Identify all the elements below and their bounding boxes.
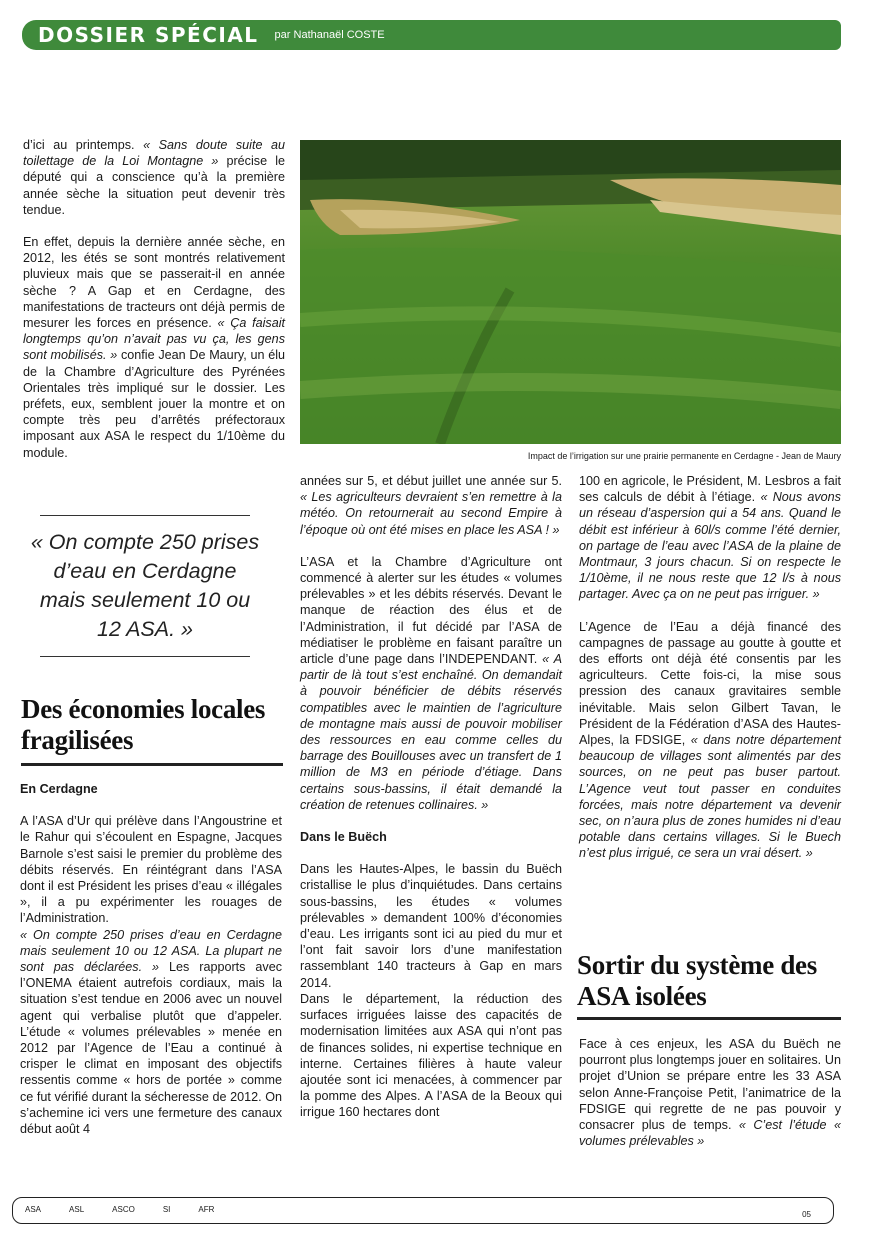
column-3 bbox=[579, 473, 841, 878]
footer-tags bbox=[25, 1205, 214, 1214]
meadow-photo bbox=[300, 140, 841, 444]
paragraph: années sur 5, et début juillet une année sur 5. « Les agriculteurs devraient s’en remettre à la météo. On retournerait au second Empire à l’époque où ont été mises en place les ASA ! » bbox=[300, 474, 562, 537]
section-heading: Sortir du système des ASA isolées bbox=[577, 950, 817, 1011]
subheading: Dans le Buëch bbox=[300, 830, 387, 845]
paragraph: L’Agence de l’Eau a déjà financé des campagnes de passage au goutte à goutte et des efforts ont déjà été consentis par les agriculteurs. Cette fois-ci, la mise sous pression des canaux gravitaires semble inévitable. Mais selon Gilbert Tavan, le Président de la Fédération d’ASA des Hautes-Alpes, la FDSIGE, « dans notre département beaucoup de villages sont alimentés par des sources, on ne peut pas buser partout. L’Agence veut tout passer en conduites forcées, mais notre département va devenir sec, on n’aura plus de zones humides ni d’eau potable dans certains villages. Si le Buech n’est plus irrigué, ce sera un vrai désert. » bbox=[579, 619, 841, 861]
footer-tag: ASCO bbox=[112, 1205, 135, 1214]
footer-tag: SI bbox=[162, 1205, 171, 1214]
pull-quote-text: « On compte 250 prises d’eau en Cerdagne mais seulement 10 ou 12 ASA. » bbox=[30, 530, 260, 641]
paragraph: d’ici au printemps. « Sans doute suite au toilettage de la Loi Montagne » précise le député qui a conscience qu’à la première année sèche la situation peut devenir très tendue. bbox=[23, 138, 285, 217]
column-3-bottom bbox=[579, 1036, 841, 1149]
paragraph: En effet, depuis la dernière année sèche, en 2012, les étés se sont montrés relativement pluvieux mais que se passerait-il en année sèche ? A Gap et en Cerdagne, des manifestations de tracteurs ont déjà permis de mesurer les forces en présence. « Ça faisait longtemps qu’on n’avait pas vu ça, les gens sont mobilisés. » confie Jean De Maury, un élu de la Chambre d’Agriculture des Pyrénées Orientales très impliqué sur le dossier. Les préfets, eux, semblent jouer la montre et on compte très peu d’arrêtés préfectoraux imposant aux ASA le respect du 1/10ème du module. bbox=[23, 235, 286, 460]
paragraph: L’ASA et la Chambre d’Agriculture ont commencé à alerter sur les études « volumes prélevables » et les débits réservés. Devant le manque de réaction des élus et de l’Administration, il fut décidé par l’ASA de médiatiser le problème en faisant paraître un article d’une page dans l’INDEPENDANT. « A partir de là tout s’est enchaîné. On demandait à pouvoir bénéficier de débits réservés compatibles avec le maintien de l’agriculture de montagne mais aussi de pouvoir mobiliser des ressources en eau comme celles du barrage des Bouillouses avec un transfert de 1 million de M3 en période d’étiage. Dans certains sous-bassins, il était demandé la création de retenues collinaires. » bbox=[300, 554, 563, 812]
pull-quote bbox=[30, 515, 260, 657]
paragraph: « On compte 250 prises d’eau en Cerdagne mais seulement 10 ou 12 ASA. La plupart ne sont pas déclarées. » Les rapports avec l’ONEMA étaient autrefois cordiaux, mais la situation s’est tendue en 2006 avec un nouvel agent qui verbalise plutôt que d’appeler. L’étude « volumes prélevables » menée en 2012 par l’Agence de l’Eau a continué à crisper le climat en imposant des objectifs ressentis comme « hors de portée » comme ce fut vérifié durant la sécheresse de 2012. On s’achemine ici vers une fermeture des canaux début août 4 bbox=[20, 927, 283, 1137]
paragraph: Face à ces enjeux, les ASA du Buëch ne pourront plus longtemps jouer en solitaires. Un projet d’Union se prépare entre les 33 ASA selon Anne-Françoise Petit, l’animatrice de la FDSIGE qui regrette de ne pas pouvoir y consacrer plus de temps. « C’est l’étude « volumes prélevables » bbox=[579, 1037, 841, 1149]
divider bbox=[40, 656, 250, 657]
column-1-top bbox=[23, 137, 285, 477]
paragraph: Dans le département, la réduction des surfaces irriguées laisse des capacités de modernisation limitées aux ASA qui n’ont pas de finances solides, ni expertise technique en interne. Certaines filières à haute valeur ajoutée sont ici menacées, à commencer par la pomme des Alpes. A l’ASA de la Beoux qui irrigue 160 hectares dont bbox=[300, 991, 562, 1120]
meadow-image bbox=[300, 140, 841, 444]
footer-tag: AFR bbox=[198, 1205, 215, 1214]
photo-caption: Impact de l’irrigation sur une prairie permanente en Cerdagne - Jean de Maury bbox=[527, 451, 841, 461]
section-heading: Des économies locales fragilisées bbox=[21, 694, 266, 755]
paragraph: 100 en agricole, le Président, M. Lesbros a fait ses calculs de débit à l’étiage. « Nous avons un réseau d’aspersion qui a 54 ans. Quand le débit est inférieur à 60l/s comme l’été dernier, on partage de l’eau avec l’ASA de la plaine de Montmaur, 3 jours chacun. Si on respecte le 1/10ème, il ne nous reste que 12 l/s à nous partager. Avec ça on ne peut pas irriguer. » bbox=[579, 474, 841, 602]
heading-rule bbox=[21, 763, 283, 766]
footer-tag: ASA bbox=[25, 1205, 42, 1214]
heading-rule bbox=[577, 1017, 841, 1020]
author-byline: par Nathanaël COSTE bbox=[274, 29, 385, 41]
section-banner bbox=[22, 20, 841, 50]
paragraph: Dans les Hautes-Alpes, le bassin du Buëch cristallise le plus d’inquiétudes. Dans certains sous-bassins, les études « volumes prélevables » demandent 100% d’économies d’eau. Les irrigants sont ici au pied du mur et l’ont fait savoir lors d’une manifestation rassemblant 140 tracteurs à Gap en mars 2014. bbox=[300, 862, 562, 990]
footer-tag: ASL bbox=[69, 1205, 85, 1214]
column-1-bottom bbox=[20, 781, 282, 1137]
page-footer bbox=[12, 1197, 834, 1224]
section-title: DOSSIER SPÉCIAL bbox=[38, 23, 259, 47]
page-number: 05 bbox=[802, 1210, 811, 1219]
column-2 bbox=[300, 473, 562, 1121]
paragraph: A l’ASA d’Ur qui prélève dans l’Angoustrine et le Rahur qui s’écoulent en Espagne, Jacques Barnole s’est saisi le premier du problème des débits réservés. En réintégrant dans l’ASA dont il est Président les prises d’eau « illégales », il a pu expérimenter les rouages de l’Administration. bbox=[20, 814, 282, 926]
subheading: En Cerdagne bbox=[20, 782, 98, 796]
